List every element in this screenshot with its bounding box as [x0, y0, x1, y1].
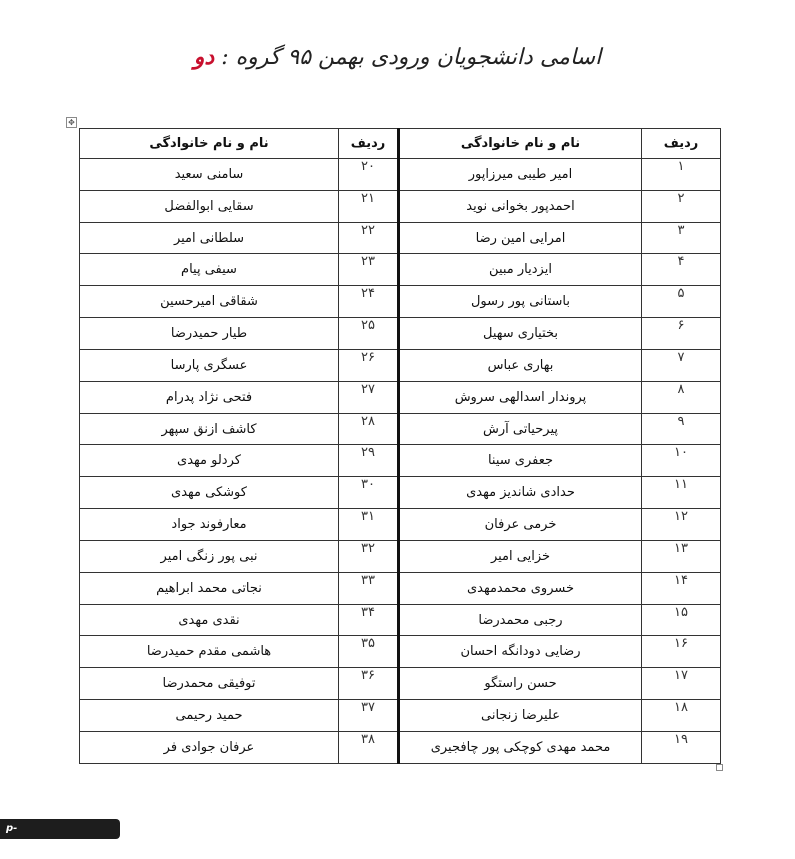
student-name: جعفری سینا: [399, 445, 642, 477]
row-number: ۷: [642, 349, 721, 381]
table-row: [80, 349, 721, 381]
row-number: ۱۲: [642, 509, 721, 541]
row-number: ۳۱: [339, 509, 399, 541]
table-row: [80, 604, 721, 636]
student-name: نقدی مهدی: [80, 604, 339, 636]
table-row: [80, 731, 721, 763]
student-name: محمد مهدی کوچکی پور چافجیری: [399, 731, 642, 763]
student-name: امرایی امین رضا: [399, 222, 642, 254]
row-number: ۳۸: [339, 731, 399, 763]
student-name: توفیقی محمدرضا: [80, 668, 339, 700]
student-name: بهاری عباس: [399, 349, 642, 381]
title-text: اسامی دانشجویان ورودی بهمن ۹۵ گروه :: [221, 45, 602, 70]
table-row: [80, 190, 721, 222]
student-name: فتحی نژاد پدرام: [80, 381, 339, 413]
student-name: حدادی شاندیز مهدی: [399, 477, 642, 509]
student-name: کوشکی مهدی: [80, 477, 339, 509]
student-name: علیرضا زنجانی: [399, 700, 642, 732]
row-number: ۳۰: [339, 477, 399, 509]
table-row: [80, 286, 721, 318]
student-name: نبی پور زنگی امیر: [80, 540, 339, 572]
row-number: ۱۹: [642, 731, 721, 763]
header-num-1: ردیف: [642, 129, 721, 159]
row-number: ۳۳: [339, 572, 399, 604]
table-row: [80, 668, 721, 700]
row-number: ۱۸: [642, 700, 721, 732]
student-name: رضایی دودانگه احسان: [399, 636, 642, 668]
row-number: ۲۰: [339, 159, 399, 191]
group-name: دو: [193, 44, 215, 70]
student-name: احمدپور بخوانی نوید: [399, 190, 642, 222]
table-row: [80, 381, 721, 413]
site-watermark: p-safadasht.tvu.ac.ir: [0, 819, 120, 839]
student-name: باستانی پور رسول: [399, 286, 642, 318]
row-number: ۱۴: [642, 572, 721, 604]
student-name: شقاقی امیرحسین: [80, 286, 339, 318]
row-number: ۱۶: [642, 636, 721, 668]
row-number: ۱۱: [642, 477, 721, 509]
row-number: ۳۴: [339, 604, 399, 636]
row-number: ۱۷: [642, 668, 721, 700]
student-name: سامنی سعید: [80, 159, 339, 191]
student-name: طیار حمیدرضا: [80, 318, 339, 350]
row-number: ۲۶: [339, 349, 399, 381]
row-number: ۲۹: [339, 445, 399, 477]
table-row: [80, 572, 721, 604]
student-name: حمید رحیمی: [80, 700, 339, 732]
row-number: ۱۳: [642, 540, 721, 572]
student-name: بختیاری سهیل: [399, 318, 642, 350]
student-name: خرمی عرفان: [399, 509, 642, 541]
table-row: [80, 445, 721, 477]
student-name: کاشف ازنق سپهر: [80, 413, 339, 445]
row-number: ۴: [642, 254, 721, 286]
table-row: [80, 318, 721, 350]
header-name-2: نام و نام خانوادگی: [80, 129, 339, 159]
student-name: معارفوند جواد: [80, 509, 339, 541]
row-number: ۲۴: [339, 286, 399, 318]
table-row: [80, 636, 721, 668]
table-move-handle-icon[interactable]: ✥: [66, 117, 77, 128]
student-table: [79, 128, 721, 764]
student-name: رجبی محمدرضا: [399, 604, 642, 636]
table-row: [80, 159, 721, 191]
table-row: [80, 222, 721, 254]
row-number: ۵: [642, 286, 721, 318]
row-number: ۳۷: [339, 700, 399, 732]
row-number: ۲۱: [339, 190, 399, 222]
row-number: ۱۰: [642, 445, 721, 477]
student-name: عرفان جوادی فر: [80, 731, 339, 763]
student-name: کردلو مهدی: [80, 445, 339, 477]
row-number: ۶: [642, 318, 721, 350]
header-name-1: نام و نام خانوادگی: [399, 129, 642, 159]
table-row: [80, 254, 721, 286]
student-name: سلطانی امیر: [80, 222, 339, 254]
row-number: ۳۵: [339, 636, 399, 668]
student-name: امیر طیبی میرزاپور: [399, 159, 642, 191]
student-name: عسگری پارسا: [80, 349, 339, 381]
student-name: پیرحیاتی آرش: [399, 413, 642, 445]
table-row: [80, 509, 721, 541]
row-number: ۲۵: [339, 318, 399, 350]
row-number: ۱۵: [642, 604, 721, 636]
student-name: پروندار اسدالهی سروش: [399, 381, 642, 413]
student-name: حسن راستگو: [399, 668, 642, 700]
table-resize-handle[interactable]: [716, 764, 723, 771]
table-row: [80, 540, 721, 572]
row-number: ۳۲: [339, 540, 399, 572]
student-name: هاشمی مقدم حمیدرضا: [80, 636, 339, 668]
table-row: [80, 477, 721, 509]
student-name: خزایی امیر: [399, 540, 642, 572]
page-title: [0, 44, 795, 70]
student-name: سیفی پیام: [80, 254, 339, 286]
row-number: ۳۶: [339, 668, 399, 700]
student-name: خسروی محمدمهدی: [399, 572, 642, 604]
row-number: ۲۸: [339, 413, 399, 445]
row-number: ۳: [642, 222, 721, 254]
table-row: [80, 413, 721, 445]
row-number: ۸: [642, 381, 721, 413]
student-name: سقایی ابوالفضل: [80, 190, 339, 222]
student-name: نجاتی محمد ابراهیم: [80, 572, 339, 604]
row-number: ۲۳: [339, 254, 399, 286]
row-number: ۹: [642, 413, 721, 445]
row-number: ۲: [642, 190, 721, 222]
header-num-2: ردیف: [339, 129, 399, 159]
table-row: [80, 700, 721, 732]
student-name: ایزدیار مبین: [399, 254, 642, 286]
row-number: ۲۲: [339, 222, 399, 254]
row-number: ۲۷: [339, 381, 399, 413]
table-header-row: [80, 129, 721, 159]
row-number: ۱: [642, 159, 721, 191]
